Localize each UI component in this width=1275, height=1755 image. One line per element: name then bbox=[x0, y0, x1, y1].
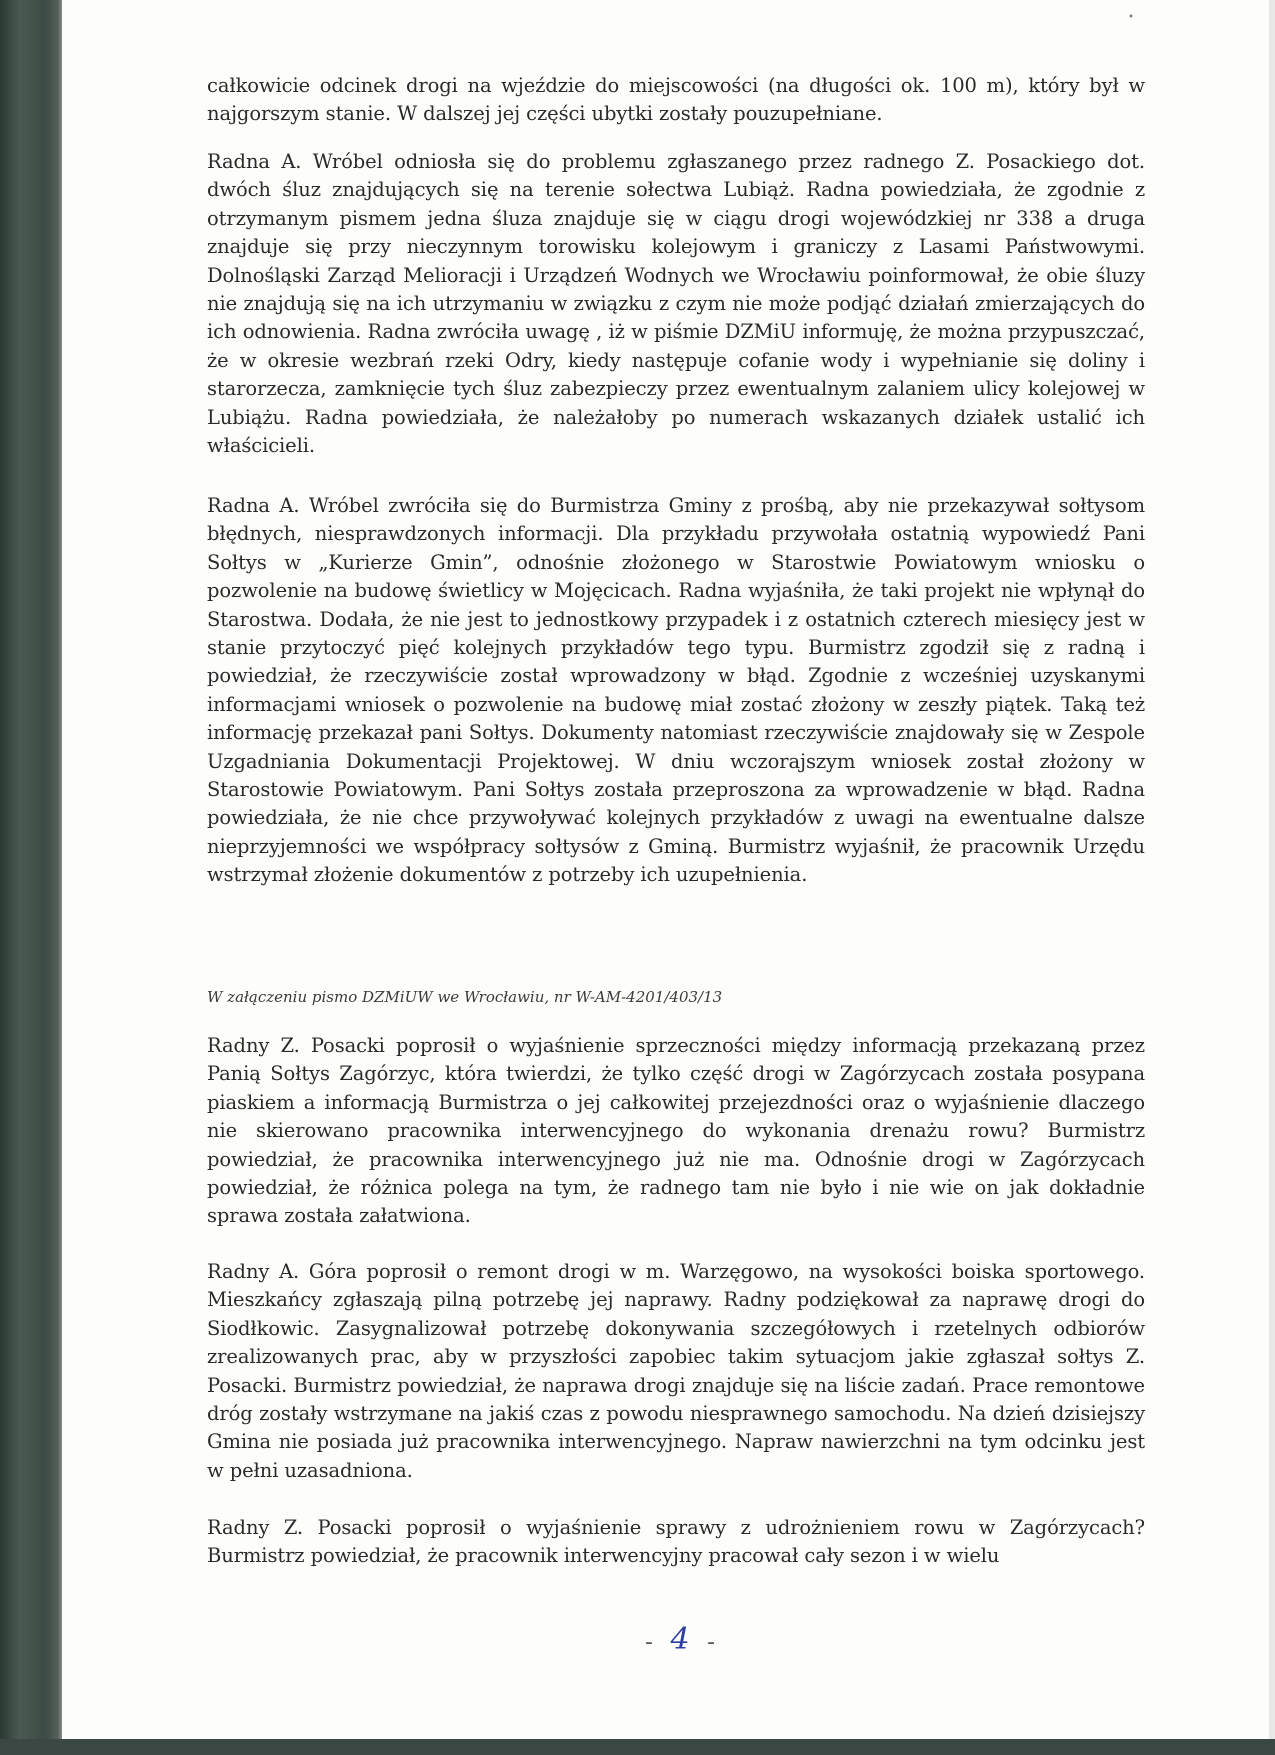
paragraph-1: całkowicie odcinek drogi na wjeździe do miejscowości (na długości ok. 100 m), który był w najgorszym stanie. W dalszej jej części ubytki zostały pouzupełniane. bbox=[207, 74, 1145, 126]
paragraph-6: Radny Z. Posacki poprosił o wyjaśnienie sprawy z udrożnieniem rowu w Zagórzycach? Burmistrz powiedział, że pracownik interwencyjny pracował cały sezon i w wielu bbox=[207, 1516, 1145, 1568]
page-number-value: 4 bbox=[670, 1622, 690, 1657]
page-number bbox=[620, 1622, 740, 1657]
scan-speck: • bbox=[1128, 12, 1134, 23]
paragraph-5: Radny A. Góra poprosił o remont drogi w m. Warzęgowo, na wysokości boiska sportowego. Mieszkańcy zgłaszają pilną potrzebę jej naprawy. Radny podziękował za naprawę drogi do Siodłkowic. Zasygnalizował potrzebę dokonywania szczegółowych i rzetelnych odbiorów zrealizowanych prac, aby w przyszłości zapobiec takim sytuacjom jakie zgłaszał sołtys Z. Posacki. Burmistrz powiedział, że naprawa drogi znajduje się na liście zadań. Prace remontowe dróg zostały wstrzymane na jakiś czas z powodu niesprawnego samochodu. Na dzień dzisiejszy Gmina nie posiada już pracownika interwencyjnego. Napraw nawierzchni na tym odcinku jest w pełni uzasadniona. bbox=[207, 1260, 1145, 1482]
page-number-dash-right: - bbox=[707, 1630, 716, 1655]
scan-border-bottom bbox=[0, 1739, 1275, 1755]
scan-border-left bbox=[0, 0, 62, 1755]
page-number-dash-left: - bbox=[644, 1630, 653, 1655]
attachment-note: W załączeniu pismo DZMiUW we Wrocławiu, nr W-AM-4201/403/13 bbox=[207, 988, 723, 1006]
paragraph-2: Radna A. Wróbel odniosła się do problemu zgłaszanego przez radnego Z. Posackiego dot. dwóch śluz znajdujących się na terenie sołectwa Lubiąż. Radna powiedziała, że zgodnie z otrzymanym pismem jedna śluza znajduje się w ciągu drogi wojewódzkiej nr 338 a druga znajduje się przy nieczynnym torowisku kolejowym i graniczy z Lasami Państwowymi. Dolnośląski Zarząd Melioracji i Urządzeń Wodnych we Wrocławiu poinformował, że obie śluzy nie znajdują się na ich utrzymaniu w związku z czym nie może podjąć działań zmierzających do ich odnowienia. Radna zwróciła uwagę , iż w piśmie DZMiU informuję, że można przypuszczać, że w okresie wezbrań rzeki Odry, kiedy następuje cofanie wody i wypełnianie się doliny i starorzecza, zamknięcie tych śluz zabezpieczy przez ewentualnym zalaniem ulicy kolejowej w Lubiążu. Radna powiedziała, że należałoby po numerach wskazanych działek ustalić ich właścicieli. bbox=[207, 150, 1145, 458]
paragraph-4: Radny Z. Posacki poprosił o wyjaśnienie sprzeczności między informacją przekazaną przez Panią Sołtys Zagórzyc, która twierdzi, że tylko część drogi w Zagórzycach została posypana piaskiem a informacją Burmistrza o jej całkowitej przejezdności oraz o wyjaśnienie dlaczego nie skierowano pracownika interwencyjnego do wykonania drenażu rowu? Burmistrz powiedział, że pracownika interwencyjnego już nie ma. Odnośnie drogi w Zagórzycach powiedział, że różnica polega na tym, że radnego tam nie było i nie wie on jak dokładnie sprawa została załatwiona. bbox=[207, 1034, 1145, 1228]
scan-border-right bbox=[1269, 0, 1275, 1755]
paragraph-3: Radna A. Wróbel zwróciła się do Burmistrza Gminy z prośbą, aby nie przekazywał sołtysom błędnych, niesprawdzonych informacji. Dla przykładu przywołała ostatnią wypowiedź Pani Sołtys w „Kurierze Gmin”, odnośnie złożonego w Starostwie Powiatowym wniosku o pozwolenie na budowę świetlicy w Mojęcicach. Radna wyjaśniła, że taki projekt nie wpłynął do Starostwa. Dodała, że nie jest to jednostkowy przypadek i z ostatnich czterech miesięcy jest w stanie przytoczyć pięć kolejnych przykładów tego typu. Burmistrz zgodził się z radną i powiedział, że rzeczywiście został wprowadzony w błąd. Zgodnie z wcześniej uzyskanymi informacjami wniosek o pozwolenie na budowę miał zostać złożony w zeszły piątek. Taką też informację przekazał pani Sołtys. Dokumenty natomiast rzeczywiście znajdowały się w Zespole Uzgadniania Dokumentacji Projektowej. W dniu wczorajszym wniosek został złożony w Starostowie Powiatowym. Pani Sołtys została przeproszona za wprowadzenie w błąd. Radna powiedziała, że nie chce przywoływać kolejnych przykładów z uwagi na ewentualne dalsze nieprzyjemności we współpracy sołtysów z Gminą. Burmistrz wyjaśnił, że pracownik Urzędu wstrzymał złożenie dokumentów z potrzeby ich uzupełnienia. bbox=[207, 494, 1145, 887]
